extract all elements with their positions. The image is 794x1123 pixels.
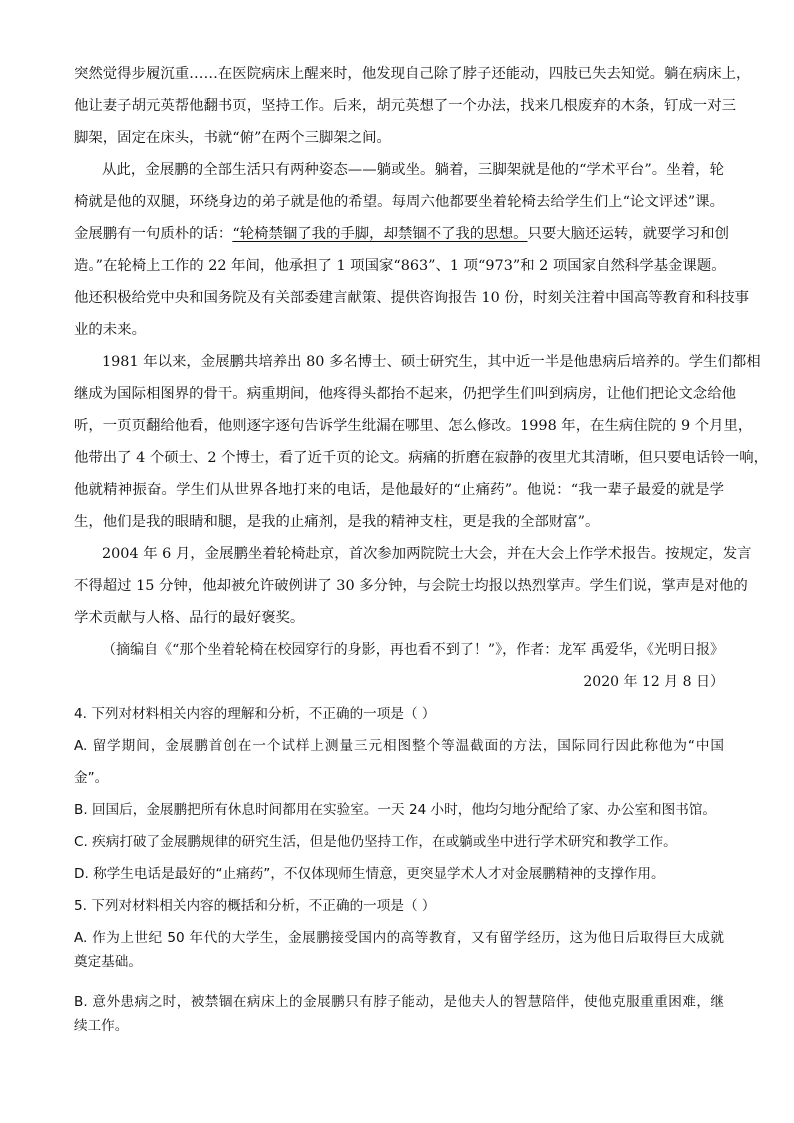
option-b: B. 意外患病之时，被禁锢在病床上的金展鹏只有脖子能动，是他夫人的智慧陪伴，使他克服重重困难，继 (74, 994, 724, 1010)
text-line: 椅就是他的双腿，环绕身边的弟子就是他的希望。每周六他都要坐着轮椅去给学生们上“论文评述”课。 (74, 194, 724, 210)
text-line: 他就精神振奋。学生们从世界各地打来的电话，是他最好的“止痛药”。他说：“我一辈子最爱的就是学 (74, 482, 724, 498)
option-a: A. 作为上世纪 50 年代的大学生，金展鹏接受国内的高等教育，又有留学经历，这为他日后取得巨大成就 (74, 930, 724, 946)
text-line: 1981 年以来，金展鹏共培养出 80 多名博士、硕士研究生，其中近一半是他患病后培养的。学生们都相 (102, 354, 761, 370)
text-line: 2004 年 6 月，金展鹏坐着轮椅赴京，首次参加两院院士大会，并在大会上作学术报告。按规定，发言 (102, 546, 752, 562)
citation-line: （摘编自《“那个坐着轮椅在校园穿行的身影，再也看不到了！”》，作者：龙军 禹爱华，《光明日报》 (102, 642, 724, 658)
citation-line: 2020 年 12 月 8 日） (583, 674, 724, 690)
text-line: 脚架，固定在床头，书就“俯”在两个三脚架之间。 (74, 130, 391, 146)
text-segment: 只要大脑还运转，就要学习和创 (527, 226, 729, 242)
underlined-quote: “轮椅禁锢了我的手脚，却禁锢不了我的思想。 (232, 226, 528, 242)
text-line: 不得超过 15 分钟，他却被允许破例讲了 30 多分钟，与会院士均报以热烈掌声。学生们说，掌声是对他的 (74, 578, 748, 594)
text-segment: 金展鹏有一句质朴的话： (74, 226, 233, 242)
option-d: D. 称学生电话是最好的“止痛药”，不仅体现师生情意，更突显学术人才对金展鹏精神的支撑作用。 (74, 866, 665, 882)
option-a: A. 留学期间，金展鹏首创在一个试样上测量三元相图整个等温截面的方法，国际同行因此称他为“中国 (74, 738, 724, 754)
option-b: B. 回国后，金展鹏把所有休息时间都用在实验室。一天 24 小时，他均匀地分配给了家、办公室和图书馆。 (74, 802, 717, 818)
question-stem: 4. 下列对材料相关内容的理解和分析，不正确的一项是（ ） (74, 706, 436, 722)
text-line: 他让妻子胡元英帮他翻书页，坚持工作。后来，胡元英想了一个办法，找来几根废弃的木条，钉成一对三 (74, 98, 736, 114)
text-line: 他还积极给党中央和国务院及有关部委建言献策、提供咨询报告 10 份，时刻关注着中国高等教育和科技事 (74, 290, 750, 306)
text-line: 学术贡献与人格、品行的最好褒奖。 (74, 610, 305, 626)
question-stem: 5. 下列对材料相关内容的概括和分析，不正确的一项是（ ） (74, 898, 436, 914)
option-c: C. 疾病打破了金展鹏规律的研究生活，但是他仍坚持工作，在或躺或坐中进行学术研究和教学工作。 (74, 834, 677, 850)
text-line: 听，一页页翻给他看，他则逐字逐句告诉学生纰漏在哪里、怎么修改。1998 年，在生病住院的 9 个月里， (74, 418, 753, 434)
text-line (74, 224, 729, 244)
option-a-continued: 奠定基础。 (74, 954, 142, 970)
text-line: 业的未来。 (74, 322, 146, 338)
text-line: 继成为国际相图界的骨干。病重期间，他疼得头都抬不起来，仍把学生们叫到病房，让他们把论文念给他 (74, 386, 736, 402)
option-a-continued: 金”。 (74, 770, 109, 786)
text-line: 生，他们是我的眼睛和腿，是我的止痛剂，是我的精神支柱，更是我的全部财富”。 (74, 514, 600, 530)
text-line: 造。”在轮椅上工作的 22 年间，他承担了 1 项国家“863”、1 项“973”和 2 项国家自然科学基金课题。 (74, 258, 726, 274)
text-line: 从此，金展鹏的全部生活只有两种姿态——躺或坐。躺着，三脚架就是他的“学术平台”。坐着，轮 (102, 162, 724, 178)
text-line: 突然觉得步履沉重……在医院病床上醒来时，他发现自己除了脖子还能动，四肢已失去知觉。躺在病床上， (74, 66, 751, 82)
text-line: 他带出了 4 个硕士、2 个博士，看了近千页的论文。病痛的折磨在寂静的夜里尤其清晰，但只要电话铃一响， (74, 450, 769, 466)
option-b-continued: 续工作。 (74, 1018, 129, 1034)
